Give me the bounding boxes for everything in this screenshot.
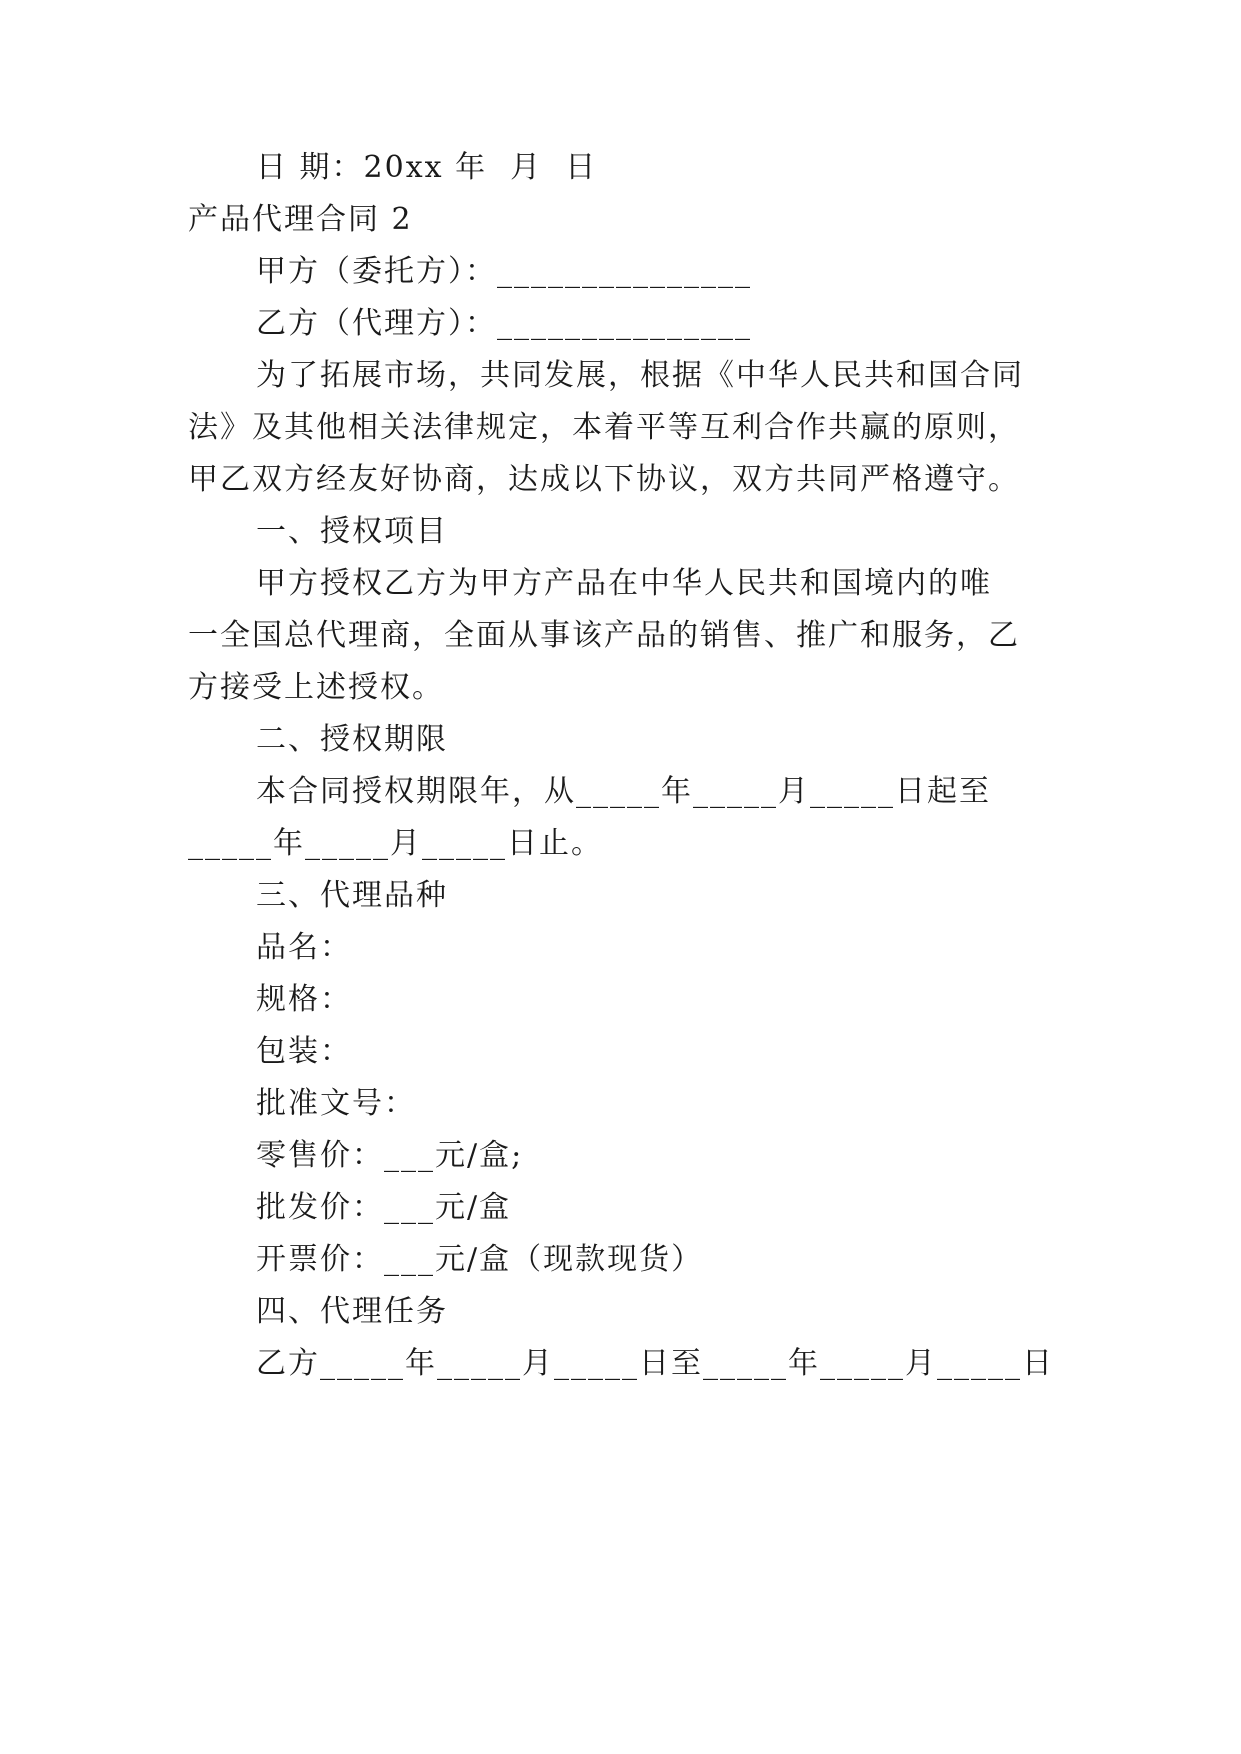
party-a-line: 甲方（委托方）：_______________ <box>256 254 752 289</box>
product-package-line: 包装： <box>256 1034 352 1069</box>
section-heading: 一、授权项目 <box>256 514 448 549</box>
product-name-line: 品名： <box>256 930 352 965</box>
intro-paragraph-line: 法》及其他相关法律规定，本着平等互利合作共赢的原则， <box>188 410 1020 445</box>
section-paragraph-line: _____年_____月_____日止。 <box>188 826 603 861</box>
wholesale-price-line: 批发价：___元/盒 <box>256 1190 512 1225</box>
section-heading: 四、代理任务 <box>256 1294 448 1329</box>
approval-number-line: 批准文号： <box>256 1086 416 1121</box>
document-title: 产品代理合同 2 <box>188 202 413 237</box>
section-heading: 二、授权期限 <box>256 722 448 757</box>
section-paragraph-line: 本合同授权期限年，从_____年_____月_____日起至 <box>256 774 991 809</box>
section-paragraph-line: 甲方授权乙方为甲方产品在中华人民共和国境内的唯 <box>256 566 992 601</box>
intro-paragraph-line: 甲乙双方经友好协商，达成以下协议，双方共同严格遵守。 <box>188 462 1020 497</box>
invoice-price-line: 开票价：___元/盒（现款现货） <box>256 1242 704 1277</box>
section-paragraph-line: 方接受上述授权。 <box>188 670 444 705</box>
retail-price-line: 零售价：___元/盒; <box>256 1138 524 1173</box>
product-spec-line: 规格： <box>256 982 352 1017</box>
intro-paragraph-line: 为了拓展市场，共同发展，根据《中华人民共和国合同 <box>256 358 1024 393</box>
section-paragraph-line: 乙方_____年_____月_____日至_____年_____月_____日 <box>256 1346 1054 1381</box>
section-paragraph-line: 一全国总代理商，全面从事该产品的销售、推广和服务，乙 <box>188 618 1020 653</box>
section-heading: 三、代理品种 <box>256 878 448 913</box>
party-b-line: 乙方（代理方）：_______________ <box>256 306 752 341</box>
date-line: 日 期：20xx 年 月 日 <box>256 150 598 185</box>
